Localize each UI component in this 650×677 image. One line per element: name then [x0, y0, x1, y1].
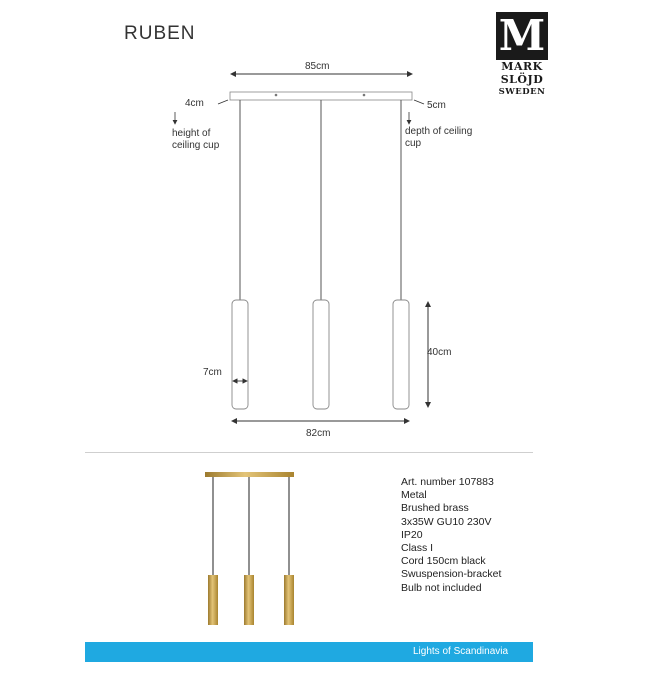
- brass-shade-left: [208, 575, 218, 625]
- footer-tagline: Lights of Scandinavia: [413, 646, 509, 657]
- cup-depth-caption-1: depth of ceiling: [405, 126, 473, 137]
- shade-height-label: 40cm: [427, 347, 452, 358]
- brand-line-2: SLÖJD: [500, 73, 544, 86]
- shades-span-label: 82cm: [306, 428, 331, 439]
- cup-height-caption-2: ceiling cup: [172, 140, 220, 151]
- spec-line: Class I: [401, 542, 434, 555]
- brass-shade-middle: [244, 575, 254, 625]
- cup-depth-caption-2: cup: [405, 138, 422, 149]
- brand-line-1: MARK: [501, 60, 543, 73]
- cup-height-caption-1: height of: [172, 128, 211, 139]
- spec-list: [401, 476, 501, 595]
- brand-line-3: SWEDEN: [498, 87, 546, 97]
- spec-line: 3x35W GU10 230V: [401, 515, 492, 528]
- brass-shade-right: [284, 575, 294, 625]
- brass-ceiling-bar: [205, 472, 294, 477]
- spec-line: IP20: [401, 528, 423, 541]
- total-width-label: 85cm: [305, 61, 330, 72]
- shade-diameter-label: 7cm: [203, 367, 222, 378]
- spec-line: Swuspension-bracket: [401, 568, 502, 581]
- cup-depth-label: 5cm: [427, 100, 446, 111]
- spec-line: Art. number 107883: [401, 476, 494, 488]
- brand-monogram: M: [496, 12, 548, 60]
- spec-line: Cord 150cm black: [401, 555, 486, 568]
- cup-height-label: 4cm: [185, 98, 204, 109]
- spec-line: Brushed brass: [401, 502, 469, 515]
- product-title: RUBEN: [124, 23, 196, 44]
- spec-line: Bulb not included: [401, 581, 482, 594]
- footer-bar: [85, 642, 533, 662]
- spec-line: Metal: [401, 489, 427, 502]
